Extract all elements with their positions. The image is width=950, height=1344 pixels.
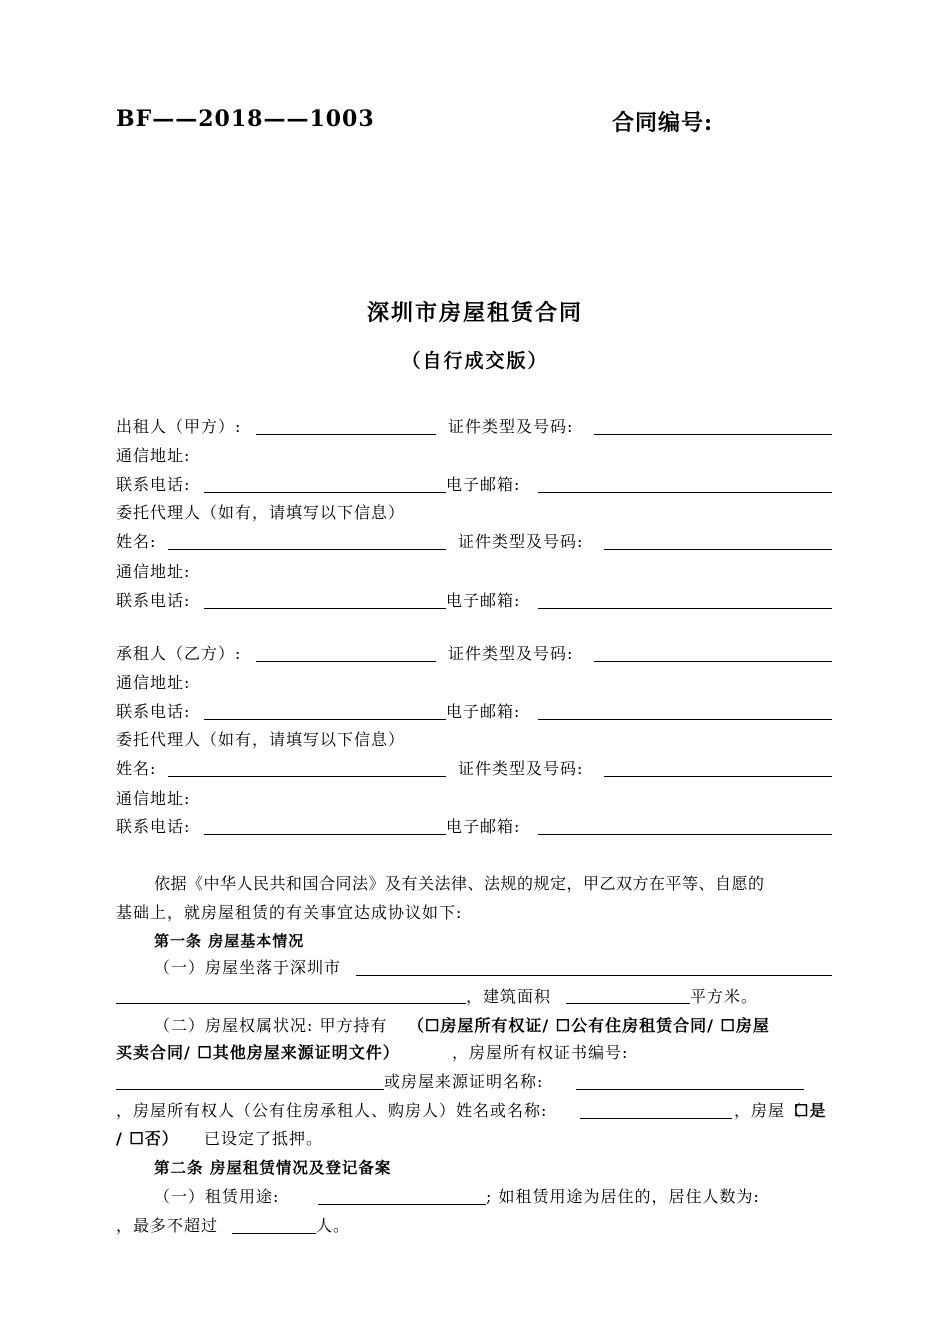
house-location-field-cont[interactable] (116, 1003, 466, 1004)
article1-title: 第一条 房屋基本情况 (154, 932, 305, 950)
lessor-address-label: 通信地址: (116, 446, 191, 465)
owner-name-field[interactable] (580, 1118, 732, 1119)
lessee-email-field[interactable] (538, 719, 832, 720)
lessor-agent-email-label: 电子邮箱: (446, 591, 521, 610)
mortgage-no-checkbox[interactable]: / ☐否） (116, 1129, 179, 1148)
a1-source-label: 或房屋来源证明名称: (384, 1072, 544, 1091)
a1-item2-options-line1[interactable]: （☐房屋所有权证/ ☐公有住房租赁合同/ ☐房屋 (408, 1016, 770, 1035)
lessee-agent-email-field[interactable] (538, 834, 832, 835)
lessor-phone-field[interactable] (204, 492, 446, 493)
lessor-id-field[interactable] (594, 434, 832, 435)
lessor-email-label: 电子邮箱: (446, 475, 521, 494)
lessee-id-label: 证件类型及号码: (448, 644, 574, 663)
a1-item1-prefix: （一）房屋坐落于深圳市 (154, 958, 342, 977)
lessee-email-label: 电子邮箱: (446, 702, 521, 721)
a2-item1-prefix: （一）租赁用途: (154, 1187, 280, 1206)
lessee-agent-phone-label: 联系电话: (116, 817, 191, 836)
lessor-agent-id-field[interactable] (604, 549, 832, 550)
a1-area-unit: 平方米。 (690, 987, 759, 1006)
lessee-agent-id-label: 证件类型及号码: (458, 759, 584, 778)
lessee-agent-phone-field[interactable] (204, 834, 446, 835)
source-doc-name-field[interactable] (576, 1089, 804, 1090)
intro-paragraph-line2: 基础上，就房屋租赁的有关事宜达成协议如下: (116, 903, 463, 922)
lessee-id-field[interactable] (594, 661, 832, 662)
lessor-agent-email-field[interactable] (538, 608, 832, 609)
contract-number-label: 合同编号: (612, 110, 714, 136)
lessor-party-label: 出租人（甲方）: (116, 417, 242, 436)
intro-paragraph-line1: 依据《中华人民共和国合同法》及有关法律、法规的规定，甲乙双方在平等、自愿的 (154, 874, 765, 893)
lessee-phone-field[interactable] (204, 719, 446, 720)
lessor-email-field[interactable] (538, 492, 832, 493)
lessor-name-field[interactable] (256, 434, 436, 435)
a2-line2-prefix: ，最多不超过 (116, 1216, 219, 1235)
lessee-phone-label: 联系电话: (116, 702, 191, 721)
lessor-agent-address-label: 通信地址: (116, 562, 191, 581)
a1-mortgage-text: 已设定了抵押。 (204, 1129, 324, 1148)
lessee-name-field[interactable] (256, 661, 436, 662)
a2-item1-mid: ; 如租赁用途为居住的，居住人数为: (486, 1187, 760, 1206)
document-subtitle: （自行成交版） (401, 350, 549, 372)
article2-title: 第二条 房屋租赁情况及登记备案 (154, 1158, 392, 1177)
a1-item2-options-line2[interactable]: 买卖合同/ ☐其他房屋来源证明文件） (116, 1043, 400, 1062)
lessor-agent-id-label: 证件类型及号码: (458, 532, 584, 551)
a2-line2-unit: 人。 (316, 1216, 351, 1235)
a1-cert-number-label: ，房屋所有权证书编号: (452, 1043, 629, 1062)
a1-owner-label: ，房屋所有权人（公有住房承租人、购房人）姓名或名称: (116, 1101, 548, 1120)
document-title: 深圳市房屋租赁合同 (366, 300, 583, 326)
lessee-agent-label: 委托代理人（如有，请填写以下信息） (116, 730, 406, 749)
lessee-agent-name-label: 姓名: (116, 759, 157, 778)
lessor-agent-label: 委托代理人（如有，请填写以下信息） (116, 503, 406, 522)
lessor-phone-label: 联系电话: (116, 475, 191, 494)
mortgage-yes-checkbox[interactable]: ☐是 (794, 1101, 827, 1120)
lease-purpose-field[interactable] (318, 1204, 486, 1205)
building-area-field[interactable] (566, 1003, 690, 1004)
lessor-agent-name-field[interactable] (168, 549, 446, 550)
lessee-address-label: 通信地址: (116, 673, 191, 692)
max-residents-field[interactable] (232, 1233, 316, 1234)
house-location-field[interactable] (356, 975, 832, 976)
form-code: BF——2018——1003 (116, 106, 375, 132)
lessee-agent-email-label: 电子邮箱: (446, 817, 521, 836)
lessee-agent-name-field[interactable] (168, 776, 446, 777)
lessor-agent-phone-field[interactable] (204, 608, 446, 609)
lessee-agent-id-field[interactable] (604, 776, 832, 777)
a1-area-label: ，建筑面积 (466, 987, 552, 1006)
cert-number-field[interactable] (116, 1089, 384, 1090)
lessor-agent-phone-label: 联系电话: (116, 591, 191, 610)
lessor-id-label: 证件类型及号码: (448, 417, 574, 436)
a1-house-label: ，房屋（ (734, 1101, 803, 1120)
lessee-party-label: 承租人（乙方）: (116, 644, 242, 663)
lessee-agent-address-label: 通信地址: (116, 789, 191, 808)
a1-item2-prefix: （二）房屋权属状况: 甲方持有 (154, 1016, 388, 1035)
lessor-agent-name-label: 姓名: (116, 532, 157, 551)
